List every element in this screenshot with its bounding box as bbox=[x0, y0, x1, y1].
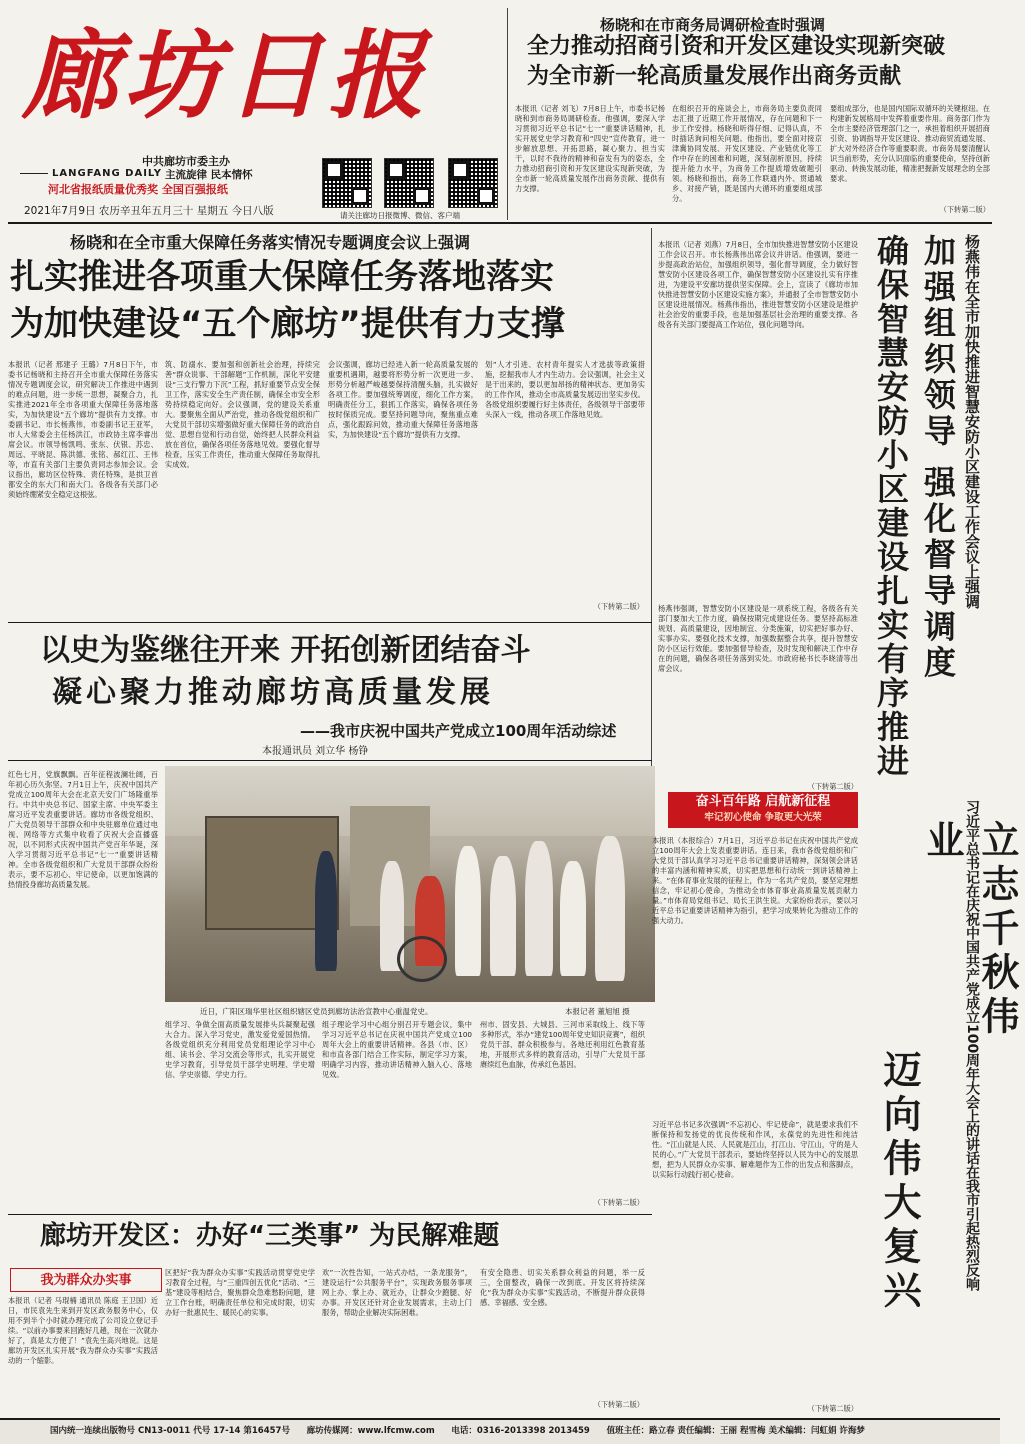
lead-story-headline-1: 扎实推进各项重大保障任务落地落实 bbox=[10, 257, 554, 297]
lead-story-headline-2: 为加快建设“五个廊坊”提供有力支撑 bbox=[10, 304, 565, 344]
xi-story-col-1: 本报讯（本报综合）7月1日，习近平总书记在庆祝中国共产党成立100周年大会上发表重要讲话。连日来，我市各级党组织和广大党员干部认真学习习近平总书记重要讲话精神，深刻领会讲话的丰富内涵和精神实质，切实把思想和行动统一到讲话精神上来。“在体育事业发展的征程上，作为一名共产党员，要坚定理想信念，牢记初心使命，为推动全市体育事业高质量发展贡献力量。”市体育局党组书记、局长王洪生说。大家纷纷表示，要以习近平总书记重要讲话精神为指引，把学习成果转化为推动工作的强大动力。 bbox=[652, 836, 858, 925]
footer-website[interactable]: 廊坊传媒网：www.lfcmw.com bbox=[306, 1426, 435, 1436]
top-story-headline-2: 为全市新一轮高质量发展作出商务贡献 bbox=[527, 64, 902, 89]
dev-zone-headline: 廊坊开发区：办好“三类事” 为民解难题 bbox=[40, 1221, 500, 1251]
dev-zone-tag bbox=[10, 1268, 162, 1292]
qr-caption: 请关注廊坊日报微博、微信、客户端 bbox=[340, 211, 460, 220]
celebration-continued[interactable]: （下转第二版） bbox=[593, 1198, 644, 1207]
lead-story-continued[interactable]: （下转第二版） bbox=[593, 602, 644, 611]
celebration-col-3: 组学习、争做全面高质量发展排头兵凝聚起强大合力。深入学习党史，激发爱党爱国热情。各级党组织充分利用党员党组理论学习中心组、读书会、学习交流会等形式，扎实开展党史学习教育，引导党员干部学史明理、学史增信、学史崇德、学史力行。 bbox=[165, 1020, 315, 1079]
celebration-byline: 本报通讯员 刘立华 杨铮 bbox=[262, 746, 369, 757]
masthead-date: 2021年7月9日 农历辛丑年五月三十 星期五 今日八版 bbox=[24, 205, 274, 217]
masthead-title: 廊坊日报 bbox=[22, 19, 430, 132]
xi-story-headline-1: 立志千秋伟业 bbox=[920, 820, 1019, 1040]
celebration-headline-2: 凝心聚力推动廊坊高质量发展 bbox=[52, 675, 494, 710]
right-story-col-2: 杨燕伟强调，智慧安防小区建设是一项系统工程，各级各有关部门要加大工作力度，确保按期完成建设任务。要坚持高标准规划、高质量建设，因地制宜、分类施策，切实把好事办好、实事办实。要强化技术支撑，加强数据整合共享，提升智慧安防小区运行效能。要加强督导检查，及时发现和解决工作中存在的问题，确保各项任务落到实处。市政府秘书长李晓清等出席会议。 bbox=[658, 604, 858, 673]
top-story-col-2: 在组织召开的座谈会上，市商务局主要负责同志汇报了近期工作开展情况，存在问题和下一步工作安排。杨晓和听得仔细、记得认真，不时插话询问相关问题。他指出，要全面对接京津冀协同发展、开发区建设、产业链优化等工作中存在的困难和问题，深刻剖析原因，持续提升能力水平，为商务工作提质增效破题引领。杨晓和指出，商务工作联通内外、贯通城乡、对接产销，既是国内大循环的重要组成部分。 bbox=[672, 104, 822, 203]
lead-story-col-1: 本报讯（记者 邢建子 王璐）7月8日下午，市委书记杨晓和主持召开全市重大保障任务落实情况专题调度会议，研究解决工作推进中遇到的难点问题，进一步统一思想，凝聚合力，扎实推进2021年全市各项重大保障任务落地落实，为加快建设“五个廊坊”提供有力支撑。市委副书记、市长杨燕伟，市委副书记王亚军，市人大常委会主任杨洪江，市政协主席李睿出席会议。市领导杨凯鸣、张东、伏银、苏忠、周远、平晓昆、陈洪德、张铭、郝红江、王伟等，市直有关部门主要负责同志参加会议。会议指出，廊坊区位特殊、责任特殊，是拱卫首都安全的东大门和南大门。各级各有关部门必须始终绷紧安全稳定这根弦。 bbox=[8, 360, 158, 499]
photo-caption: 近日，广阳区瑞华里社区组织辖区党员到廊坊法治宣教中心重温党史。 bbox=[200, 1007, 433, 1016]
right-story-headline-1: 加强组织领导 强化督导调度 bbox=[919, 234, 957, 682]
qr-code-1[interactable] bbox=[322, 158, 372, 208]
right-story-headline-2: 确保智慧安防小区建设扎实有序推进 bbox=[872, 234, 910, 778]
right-story-col-1: 本报讯（记者 刘燕）7月8日，全市加快推进智慧安防小区建设工作会议召开。市长杨燕伟出席会议并讲话。他强调，要进一步提高政治站位，加强组织领导，强化督导调度，全力做好智慧安防小区建设各项工作，确保智慧安防小区建设扎实有序推进，为建设平安廊坊提供坚实保障。会上，宣读了《廊坊市加快推进智慧安防小区建设实施方案》，并通报了全市智慧安防小区建设进展情况。杨燕伟指出，推进智慧安防小区建设是维护社会治安的重要手段，也是加强基层社会治理的重要支撑。各级各有关部门要提高工作站位，强化问题导向。 bbox=[658, 240, 858, 329]
qr-code-2[interactable] bbox=[384, 158, 434, 208]
dev-zone-continued[interactable]: （下转第二版） bbox=[593, 1400, 644, 1409]
qr-code-3[interactable] bbox=[448, 158, 498, 208]
xi-story-continued[interactable]: （下转第二版） bbox=[807, 1404, 858, 1413]
footer bbox=[0, 1418, 1000, 1444]
footer-issn: 国内统一连续出版物号 CN13-0011 代号 17-14 第16457号 bbox=[50, 1426, 290, 1436]
masthead-sponsor: 中共廊坊市委主办 bbox=[142, 155, 230, 168]
xi-story-headline-2: 迈向伟大复兴 bbox=[877, 1050, 921, 1314]
news-photo[interactable] bbox=[165, 766, 655, 1002]
dev-zone-col-1: 本报讯（记者 马琨楠 通讯员 陈庭 王卫国）近日，市民袁先生来到开发区政务服务中心，仅用不到半个小时就办理完成了公司设立登记手续。“以前办事要来回跑好几趟，现在一次就办好了，真是太方便了！”袁先生高兴地说。这是廊坊开发区扎实开展“我为群众办实事”实践活动的一个缩影。 bbox=[8, 1296, 158, 1365]
banner-sub: 牢记初心使命 争取更大光荣 bbox=[704, 812, 822, 823]
masthead-motto: 主流旋律 民本情怀 bbox=[165, 169, 253, 181]
masthead-honor: 河北省报纸质量优秀奖 全国百强报纸 bbox=[48, 183, 228, 196]
top-story-col-3: 要组成部分，也是国内国际双循环的关键枢纽。在构建新发展格局中发挥着重要作用。商务部门作为全市主要经济管理部门之一，承担着组织开展招商引资、协调指导开发区建设、推动商贸流通发展、扩大对外经济合作等重要职责。市商务局要清醒认识当前形势，充分认识面临的重要使命，坚持创新驱动、转换发展动能，精准把握新发展理念的全部要求。 bbox=[830, 104, 990, 183]
lead-story-col-4: 划”人才引进、农村青年提实人才选拔等政策措施，挖掘我市人才内生动力。会议强调，社会主义是干出来的，要以更加昂扬的精神状态、更加务实的工作作风，推动全市高质量发展迈出坚实步伐。各级党组织要履行好主体责任，各级领导干部要带头深入一线，推动各项工作落地见效。 bbox=[485, 360, 645, 419]
celebration-col-5: 州市、固安县、大城县、三河市采取线上、线下等多种形式，举办“建党100周年党史知识竞赛”，组织党员干部、群众积极参与。各地还利用红色教育基地，开展形式多样的教育活动，引导广大党员干部赓续红色血脉，传承红色基因。 bbox=[480, 1020, 645, 1069]
xi-story-kicker: 习近平总书记在庆祝中国共产党成立100周年大会上的讲话在我市引起热烈反响 bbox=[964, 800, 980, 1292]
person-guide bbox=[315, 851, 337, 971]
celebration-headline-1: 以史为鉴继往开来 开拓创新团结奋斗 bbox=[40, 633, 531, 668]
celebration-col-1: 红色七月，党旗飘飘。百年征程波澜壮阔，百年初心历久弥坚。7月1日上午，庆祝中国共产党成立100周年大会在北京天安门广场隆重举行。中共中央总书记、国家主席、中央军委主席习近平发表重要讲话。廊坊市各级党组织、广大党员领导干部群众和中央驻廊单位通过电视、网络等方式集中收看了庆祝大会直播盛况，以不同形式庆祝中国共产党百年华诞，深入学习贯彻习近平总书记“七一”重要讲话精神。全市各级党组织和广大党员干部群众纷纷表示，要不忘初心、牢记使命，以更加饱满的热情投身廊坊高质量发展。 bbox=[8, 770, 158, 889]
lead-story-col-2: 筑、防溺水、要加强和创新社会治理，持续完善“群众说事、干部解题”工作机制，深化平安建设“三支行警力下沉”工程，抓好重要节点安全保卫工作，落实安全生产责任制，确保全市安全形势持续稳定向好。会议强调，党的建设关系重大。要聚焦全面从严治党，推动各级党组织和广大党员干部切实增强做好重大保障任务的政治自觉、思想自觉和行动自觉，始终把人民群众利益放在首位，确保各项任务落地见效。要强化督导检查，压实工作责任，推动重大保障任务取得扎实成效。 bbox=[165, 360, 320, 469]
lead-story-kicker: 杨晓和在全市重大保障任务落实情况专题调度会议上强调 bbox=[70, 233, 471, 252]
lead-story-col-3: 会议强调，廊坊已经进入新一轮高质量发展的重要机遇期，越要将形势分析一次更进一步、形势分析越严峻越要保持清醒头脑，扎实做好各项工作。要加强统筹调度，细化工作方案，明确责任分工，狠抓工作落实，确保各项任务按时保质完成。要坚持问题导向，聚焦重点难点，强化跟踪问效，推动重大保障任务落地落实，为加快建设“五个廊坊”提供有力支撑。 bbox=[328, 360, 478, 439]
banner-title: 奋斗百年路 启航新征程 bbox=[695, 794, 831, 809]
right-story-kicker: 杨燕伟在全市加快推进智慧安防小区建设工作会议上强调 bbox=[963, 234, 981, 609]
footer-phone: 电话：0316-2013398 2013459 bbox=[451, 1426, 590, 1436]
celebration-col-4: 组子理论学习中心组分别召开专题会议，集中学习习近平总书记在庆祝中国共产党成立100周年大会上的重要讲话精神。各县（市、区）和市直各部门结合工作实际，制定学习方案，明确学习内容，推动讲话精神入脑入心、落地见效。 bbox=[322, 1020, 472, 1079]
dev-zone-col-4: 有安全隐患、切实关系群众利益的问题，举一反三，全面整改，确保一改到底。开发区将持续深化“我为群众办实事”实践活动，不断提升群众获得感、幸福感、安全感。 bbox=[480, 1268, 645, 1307]
masthead-english bbox=[20, 168, 162, 179]
top-story-headline-1: 全力推动招商引资和开发区建设实现新突破 bbox=[527, 34, 946, 59]
banner-box bbox=[668, 792, 858, 828]
top-story-continued[interactable]: （下转第二版） bbox=[939, 205, 990, 214]
dev-zone-col-3: 欢”一次性告知，一站式办结，一条龙服务”，建设运行“公共服务平台”，实现政务服务事项网上办、掌上办、就近办，让群众少跑腿、好办事。开发区还针对企业发展需求，主动上门服务，帮助企业解决实际困难。 bbox=[322, 1268, 472, 1317]
photo-credit: 本报记者 董旭旭 摄 bbox=[565, 1007, 630, 1016]
footer-editors: 值班主任：路立春 责任编辑：王丽 程雪梅 美术编辑：闫虹娟 许海梦 bbox=[606, 1426, 865, 1436]
xi-story-col-2: 习近平总书记多次强调“不忘初心、牢记使命”，就是要求我们不断保持和发扬党的优良传统和作风，永葆党的先进性和纯洁性。“江山就是人民、人民就是江山，打江山、守江山，守的是人民的心。”广大党员干部表示，要始终坚持以人民为中心的发展思想，把为人民群众办实事、解难题作为工作的出发点和落脚点，以实际行动践行初心使命。 bbox=[652, 1120, 858, 1179]
masthead-english-text: LANGFANG DAILY bbox=[52, 168, 162, 179]
celebration-subtitle: ——我市庆祝中国共产党成立100周年活动综述 bbox=[300, 722, 617, 740]
dev-zone-col-2: 区把好“我为群众办实事”实践活动贯穿党史学习教育全过程，与“三重四创五优化”活动、“三基”建设等相结合，聚焦群众急难愁盼问题，建立工作台账，明确责任单位和完成时限，切实办好一批惠民生、暖民心的实事。 bbox=[165, 1268, 315, 1317]
top-story-col-1: 本报讯（记者 刘飞）7月8日上午，市委书记杨晓和到市商务局调研检查。他强调，要深入学习贯彻习近平总书记“七一”重要讲话精神，扎实开展党史学习教育和“四史”宣传教育，进一步解放思想、开拓思路，凝心聚力、担当实干，以时不我待的精神和奋发有为的姿态，全力推动招商引资和开发区建设实现新突破，为全市新一轮高质量发展作出商务贡献、提供有力支撑。 bbox=[515, 104, 665, 193]
right-story-continued[interactable]: （下转第二版） bbox=[807, 782, 858, 791]
dev-zone-tag-text: 我为群众办实事 bbox=[40, 1273, 132, 1288]
top-story-kicker: 杨晓和在市商务局调研检查时强调 bbox=[600, 16, 826, 34]
